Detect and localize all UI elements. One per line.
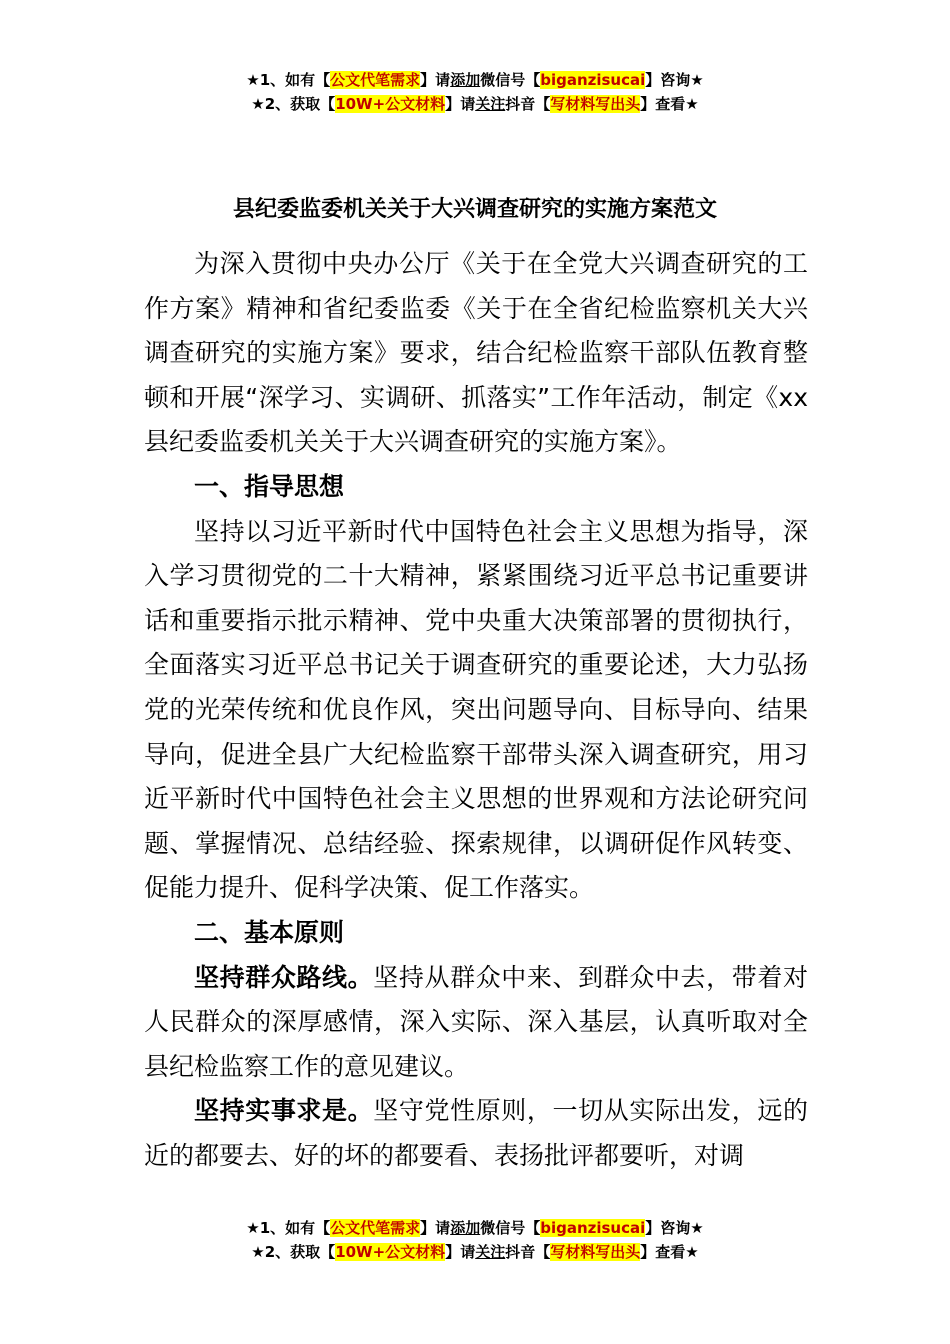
banner-line-2 — [0, 1240, 950, 1264]
intro-paragraph: 为深入贯彻中央办公厅《关于在全党大兴调查研究的工作方案》精神和省纪委监委《关于在全省纪检监察机关大兴调查研究的实施方案》要求，结合纪检监察干部队伍教育整顿和开展“深学习、实调研、抓落实”工作年活动，制定《xx县纪委监委机关关于大兴调查研究的实施方案》。 — [144, 249, 808, 457]
section-2-heading: 二、基本原则 — [194, 917, 345, 947]
banner-highlight: 公文代笔需求 — [330, 1219, 421, 1237]
header-banner — [0, 68, 950, 116]
principle-2-paragraph — [144, 1089, 808, 1178]
section-1-paragraph: 坚持以习近平新时代中国特色社会主义思想为指导，深入学习贯彻党的二十大精神，紧紧围绕习近平总书记重要讲话和重要指示批示精神、党中央重大决策部署的贯彻执行，全面落实习近平总书记关于调查研究的重要论述，大力弘扬党的光荣传统和优良作风，突出问题导向、目标导向、结果导向，促进全县广大纪检监察干部带头深入调查研究，用习近平新时代中国特色社会主义思想的世界观和方法论研究问题、掌握情况、总结经验、探索规律，以调研促作风转变、促能力提升、促科学决策、促工作落实。 — [144, 516, 808, 903]
principle-1-body: 坚持从群众中来、到群众中去，带着对人民群众的深厚感情，深入实际、深入基层，认真听取对全县纪检监察工作的意见建议。 — [144, 962, 808, 1081]
banner-text: 】请 — [445, 95, 476, 113]
banner-text: ★2、获取【 — [251, 95, 336, 113]
banner-text: 微信号【 — [480, 71, 541, 89]
banner-underline: 关注 — [475, 95, 506, 113]
banner-text: ★2、获取【 — [251, 1243, 336, 1261]
banner-text: 抖音【 — [505, 95, 551, 113]
banner-highlight: 10W+公文材料 — [335, 95, 446, 113]
banner-text: 抖音【 — [505, 1243, 551, 1261]
banner-text: 】查看★ — [640, 1243, 699, 1261]
banner-text: 】咨询★ — [645, 71, 704, 89]
banner-highlight: 公文代笔需求 — [330, 71, 421, 89]
banner-highlight: 写材料写出头 — [550, 1243, 641, 1261]
document-body — [144, 242, 808, 1178]
banner-underline: 添加 — [450, 71, 481, 89]
banner-text: 】查看★ — [640, 95, 699, 113]
principle-2-lead: 坚持实事求是。 — [194, 1096, 374, 1126]
banner-highlight: 写材料写出头 — [550, 95, 641, 113]
principle-1-lead: 坚持群众路线。 — [194, 962, 374, 992]
section-1-heading: 一、指导思想 — [194, 471, 345, 501]
banner-line-1 — [0, 1216, 950, 1240]
banner-text: 】请 — [445, 1243, 476, 1261]
banner-text: ★1、如有【 — [246, 71, 331, 89]
footer-banner — [0, 1216, 950, 1264]
banner-text: 】请 — [420, 71, 451, 89]
principle-2-body: 坚守党性原则，一切从实际出发，远的近的都要去、好的坏的都要看、表扬批评都要听，对调 — [144, 1096, 808, 1170]
banner-underline: 添加 — [450, 1219, 481, 1237]
principle-1-paragraph — [144, 956, 808, 1090]
banner-text: 微信号【 — [480, 1219, 541, 1237]
banner-text: 】咨询★ — [645, 1219, 704, 1237]
banner-highlight: biganzisucai — [540, 1219, 646, 1237]
banner-text: ★1、如有【 — [246, 1219, 331, 1237]
banner-text: 】请 — [420, 1219, 451, 1237]
banner-underline: 关注 — [475, 1243, 506, 1261]
banner-highlight: 10W+公文材料 — [335, 1243, 446, 1261]
banner-line-2 — [0, 92, 950, 116]
banner-highlight: biganzisucai — [540, 71, 646, 89]
document-title: 县纪委监委机关关于大兴调查研究的实施方案范文 — [232, 197, 717, 222]
banner-line-1 — [0, 68, 950, 92]
